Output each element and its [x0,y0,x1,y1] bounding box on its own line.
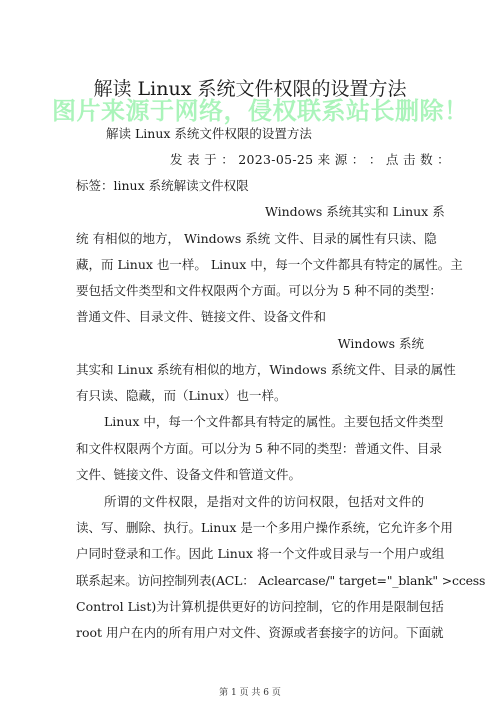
paragraph-1-line-4: 要包括文件类型和文件权限两个方面。可以分为 5 种不同的类型： [76,283,442,298]
page-footer: 第 1 页 共 6 页 [219,688,281,698]
subtitle: 解读 Linux 系统文件权限的设置方法 [106,126,312,141]
tags-line: 标签：linux 系统解读文件权限 [76,178,249,193]
watermark-text: 图片来源于网络，侵权联系站长删除！ [52,97,469,125]
paragraph-1-line-5: 普通文件、目录文件、链接文件、设备文件和 [76,309,327,324]
paragraph-1-line-3: 藏，而 Linux 也一样。 Linux 中，每一个文件都具有特定的属性。主 [76,257,463,272]
paragraph-2-line-3: 有只读、隐藏，而（Linux）也一样。 [76,388,287,403]
paragraph-4-line-3: 户同时登录和工作。因此 Linux 将一个文件或目录与一个用户或组 [76,546,445,561]
paragraph-3-line-1: Linux 中，每一个文件都具有特定的属性。主要包括文件类型 [104,414,444,429]
paragraph-3-line-2: 和文件权限两个方面。可以分为 5 种不同的类型：普通文件、目录 [76,441,442,456]
paragraph-2-line-1: Windows 系统 [337,336,424,351]
meta-line: 发 表 于 ： 2023-05-25 来 源 ： ： 点 击 数 ： [170,152,450,167]
paragraph-4-line-1: 所谓的文件权限，是指对文件的访问权限，包括对文件的 [104,494,424,509]
document-title: 解读 Linux 系统文件权限的设置方法 [93,78,407,100]
paragraph-3-line-3: 文件、链接文件、设备文件和管道文件。 [76,467,302,482]
paragraph-4-line-2: 读、写、删除、执行。Linux 是一个多用户操作系统，它允许多个用 [76,520,453,535]
paragraph-2-line-2: 其实和 Linux 系统有相似的地方，Windows 系统文件、目录的属性 [76,362,456,377]
paragraph-4-line-5: Control List)为计算机提供更好的访问控制，它的作用是限制包括 [76,599,444,614]
paragraph-4-line-6: root 用户在内的所有用户对文件、资源或者套接字的访问。下面就 [76,625,444,640]
paragraph-1-line-1: Windows 系统其实和 Linux 系 [265,204,445,219]
paragraph-1-line-2: 统 有相似的地方， Windows 系统 文件、目录的属性有只读、隐 [76,231,437,246]
paragraph-4-line-4: 联系起来。访问控制列表(ACL： Aclearcase/" target="_blank" >ccess [76,573,486,588]
